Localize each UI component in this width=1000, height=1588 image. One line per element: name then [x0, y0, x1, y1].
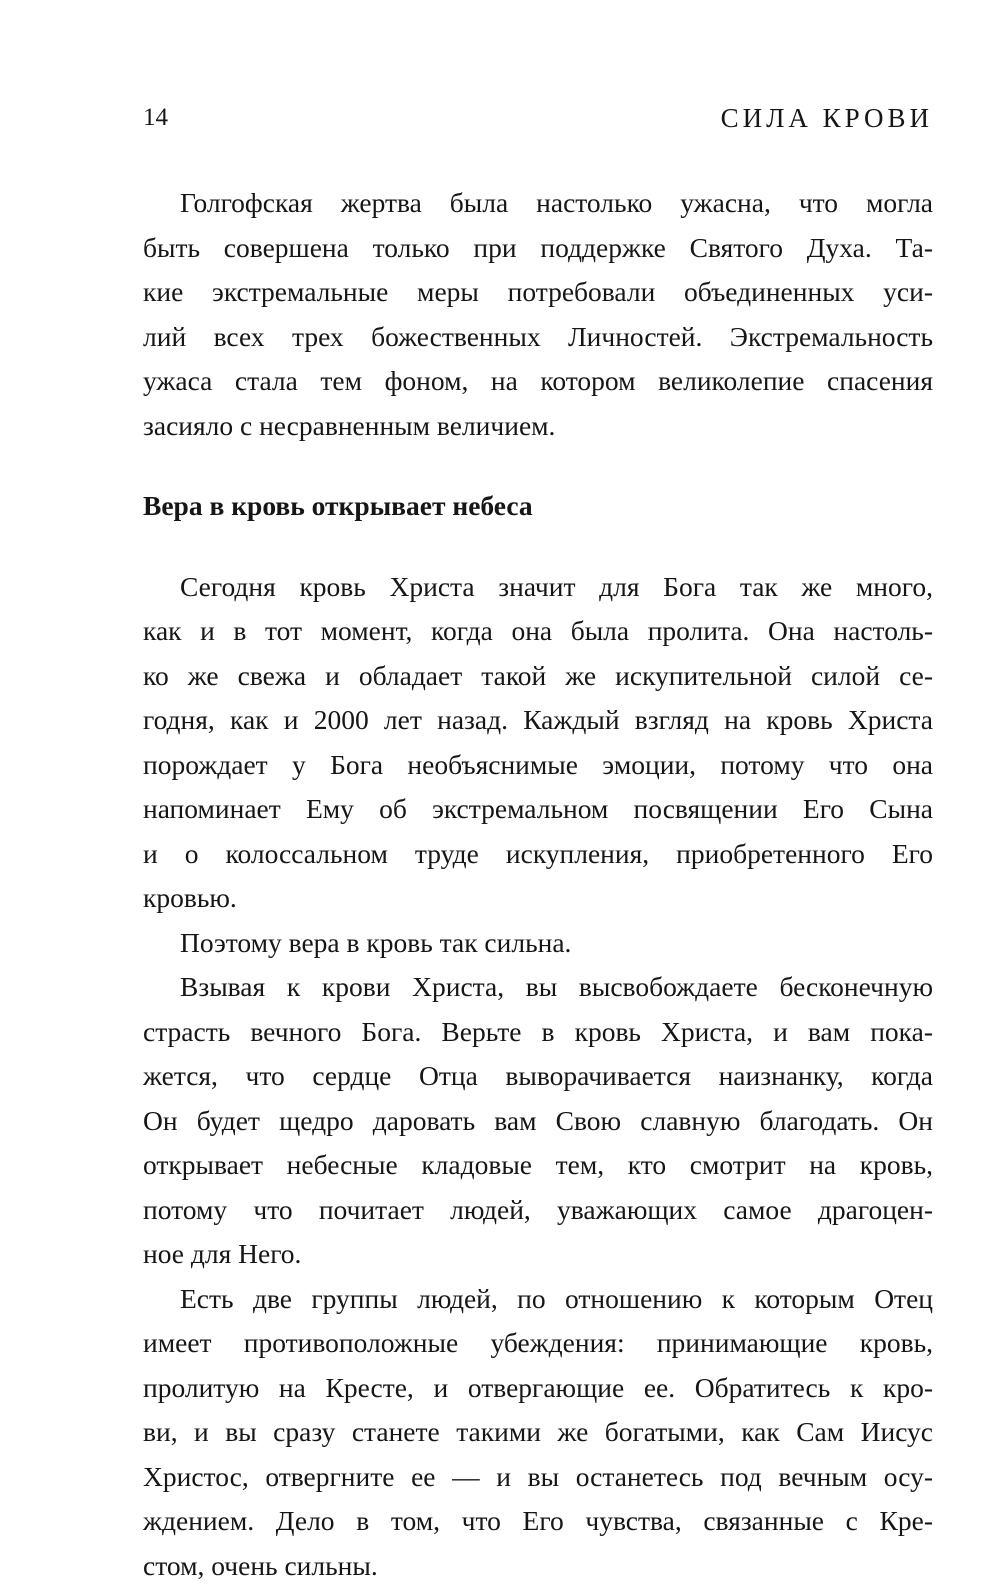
text-line: Он будет щедро даровать вам Свою славную благодать. Он	[143, 1099, 933, 1144]
text-line: быть совершена только при поддержке Святого Духа. Та-	[143, 226, 933, 271]
section-heading: Вера в кровь открывает небеса	[143, 484, 933, 529]
running-title: СИЛА КРОВИ	[721, 98, 933, 138]
text-line: Сегодня кровь Христа значит для Бога так же много,	[143, 565, 933, 610]
text-line: Взывая к крови Христа, вы высвобождаете бесконечную	[143, 965, 933, 1010]
text-line: Поэтому вера в кровь так сильна.	[143, 921, 933, 966]
text-line: открывает небесные кладовые тем, кто смотрит на кровь,	[143, 1143, 933, 1188]
text-line: напоминает Ему об экстремальном посвящении Его Сына	[143, 787, 933, 832]
text-line: ное для Него.	[143, 1232, 933, 1277]
text-line: кие экстремальные меры потребовали объединенных уси-	[143, 270, 933, 315]
text-line: жется, что сердце Отца выворачивается наизнанку, когда	[143, 1054, 933, 1099]
text-line: ждением. Дело в том, что Его чувства, связанные с Кре-	[143, 1499, 933, 1544]
text-line: порождает у Бога необъяснимые эмоции, потому что она	[143, 743, 933, 788]
text-line: ви, и вы сразу станете такими же богатыми, как Сам Иисус	[143, 1410, 933, 1455]
text-line: и о колоссальном труде искупления, приобретенного Его	[143, 832, 933, 877]
text-line: годня, как и 2000 лет назад. Каждый взгляд на кровь Христа	[143, 698, 933, 743]
text-line: как и в тот момент, когда она была пролита. Она настоль-	[143, 609, 933, 654]
text-line: страсть вечного Бога. Верьте в кровь Христа, и вам пока-	[143, 1010, 933, 1055]
text-line: ужаса стала тем фоном, на котором великолепие спасения	[143, 359, 933, 404]
text-line: Христос, отвергните ее — и вы останетесь под вечным осу-	[143, 1455, 933, 1500]
paragraph-faith-strong	[143, 921, 933, 966]
running-head	[143, 98, 933, 138]
text-line: имеет противоположные убеждения: принимающие кровь,	[143, 1321, 933, 1366]
paragraph-intro	[143, 181, 933, 448]
text-line: засияло с несравненным величием.	[143, 404, 933, 449]
body-text	[143, 181, 933, 1588]
text-line: потому что почитает людей, уважающих самое драгоцен-	[143, 1188, 933, 1233]
text-line: стом, очень сильны.	[143, 1544, 933, 1588]
text-line: кровью.	[143, 876, 933, 921]
paragraph-two-groups	[143, 1277, 933, 1588]
text-line: ко же свежа и обладает такой же искупительной силой се-	[143, 654, 933, 699]
text-line: пролитую на Кресте, и отвергающие ее. Обратитесь к кро-	[143, 1366, 933, 1411]
text-line: Есть две группы людей, по отношению к которым Отец	[143, 1277, 933, 1322]
text-line: Голгофская жертва была настолько ужасна, что могла	[143, 181, 933, 226]
paragraph-blood-today	[143, 565, 933, 921]
text-line: лий всех трех божественных Личностей. Экстремальность	[143, 315, 933, 360]
paragraph-calling-blood	[143, 965, 933, 1277]
page-number: 14	[143, 98, 168, 138]
